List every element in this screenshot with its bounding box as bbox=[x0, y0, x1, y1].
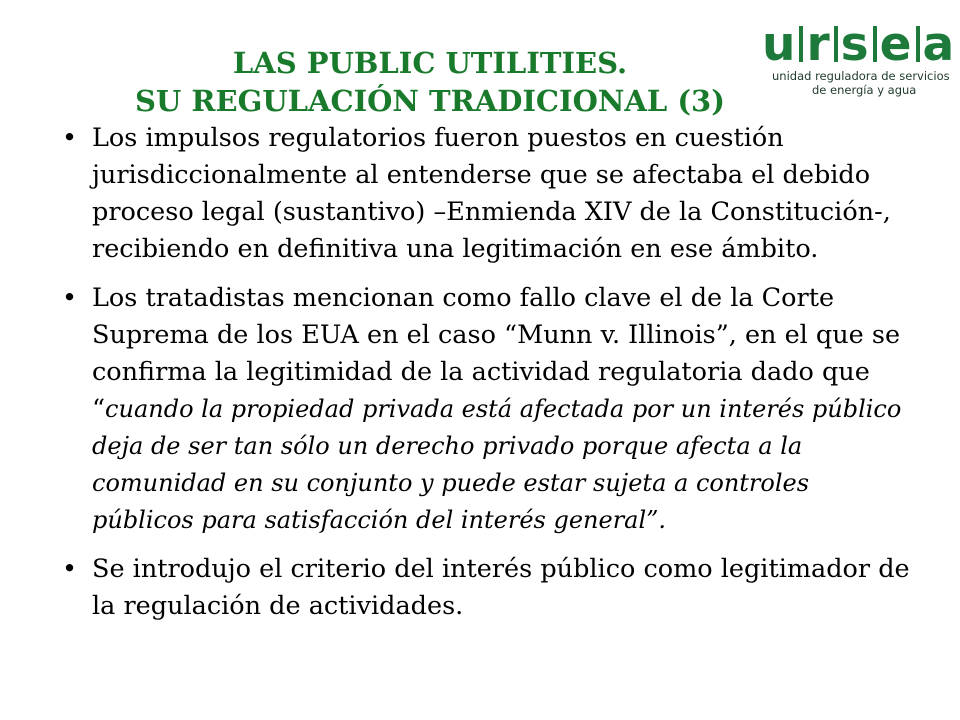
logo-letter-u: u bbox=[762, 17, 797, 72]
ursea-logo bbox=[762, 17, 958, 100]
bullet-text: Los tratadistas mencionan como fallo clave el de la Corte Suprema de los EUA en el caso “Munn v. Illinois”, en el que se confirma la legitimidad de la actividad regulatoria dado que “ bbox=[92, 283, 901, 424]
logo-letter-e: e bbox=[879, 17, 913, 72]
logo-separator bbox=[834, 26, 838, 62]
slide-title bbox=[60, 44, 800, 120]
bullet-text: Los impulsos regulatorios fueron puestos en cuestión jurisdiccionalmente al entenderse que se afectaba el debido proceso legal (sustantivo) –Enmienda XIV de la Constitución-, recibiendo en definitiva una legitimación en ese ámbito. bbox=[92, 123, 891, 264]
logo-letter-a: a bbox=[922, 17, 956, 72]
title-line-1: LAS PUBLIC UTILITIES. bbox=[232, 46, 628, 80]
bullet-dot: • bbox=[62, 554, 78, 584]
bullet-dot: • bbox=[62, 283, 78, 313]
logo-separator bbox=[916, 26, 920, 62]
logo-wordmark bbox=[762, 17, 956, 72]
bullet-text: Se introdujo el criterio del interés público como legitimador de la regulación de actividades. bbox=[92, 554, 910, 621]
bullet-dot: • bbox=[62, 123, 78, 153]
bullet-item bbox=[62, 120, 912, 268]
logo-letter-s: s bbox=[840, 17, 870, 72]
bullet-item bbox=[62, 280, 912, 539]
logo-letter-r: r bbox=[806, 17, 831, 72]
logo-separator bbox=[799, 26, 803, 62]
logo-tagline-line-1: unidad reguladora de servicios bbox=[772, 69, 950, 83]
logo-separator bbox=[873, 26, 877, 62]
bullet-quote: cuando la propiedad privada está afectada por un interés público deja de ser tan sólo un derecho privado porque afecta a la comunidad en su conjunto y puede estar sujeta a controles públicos para satisfacción del interés general”. bbox=[92, 395, 902, 534]
bullet-list bbox=[62, 120, 912, 637]
logo-tagline-line-2: de energía y agua bbox=[812, 83, 917, 97]
bullet-item bbox=[62, 551, 912, 625]
title-line-2: SU REGULACIÓN TRADICIONAL (3) bbox=[135, 84, 725, 118]
